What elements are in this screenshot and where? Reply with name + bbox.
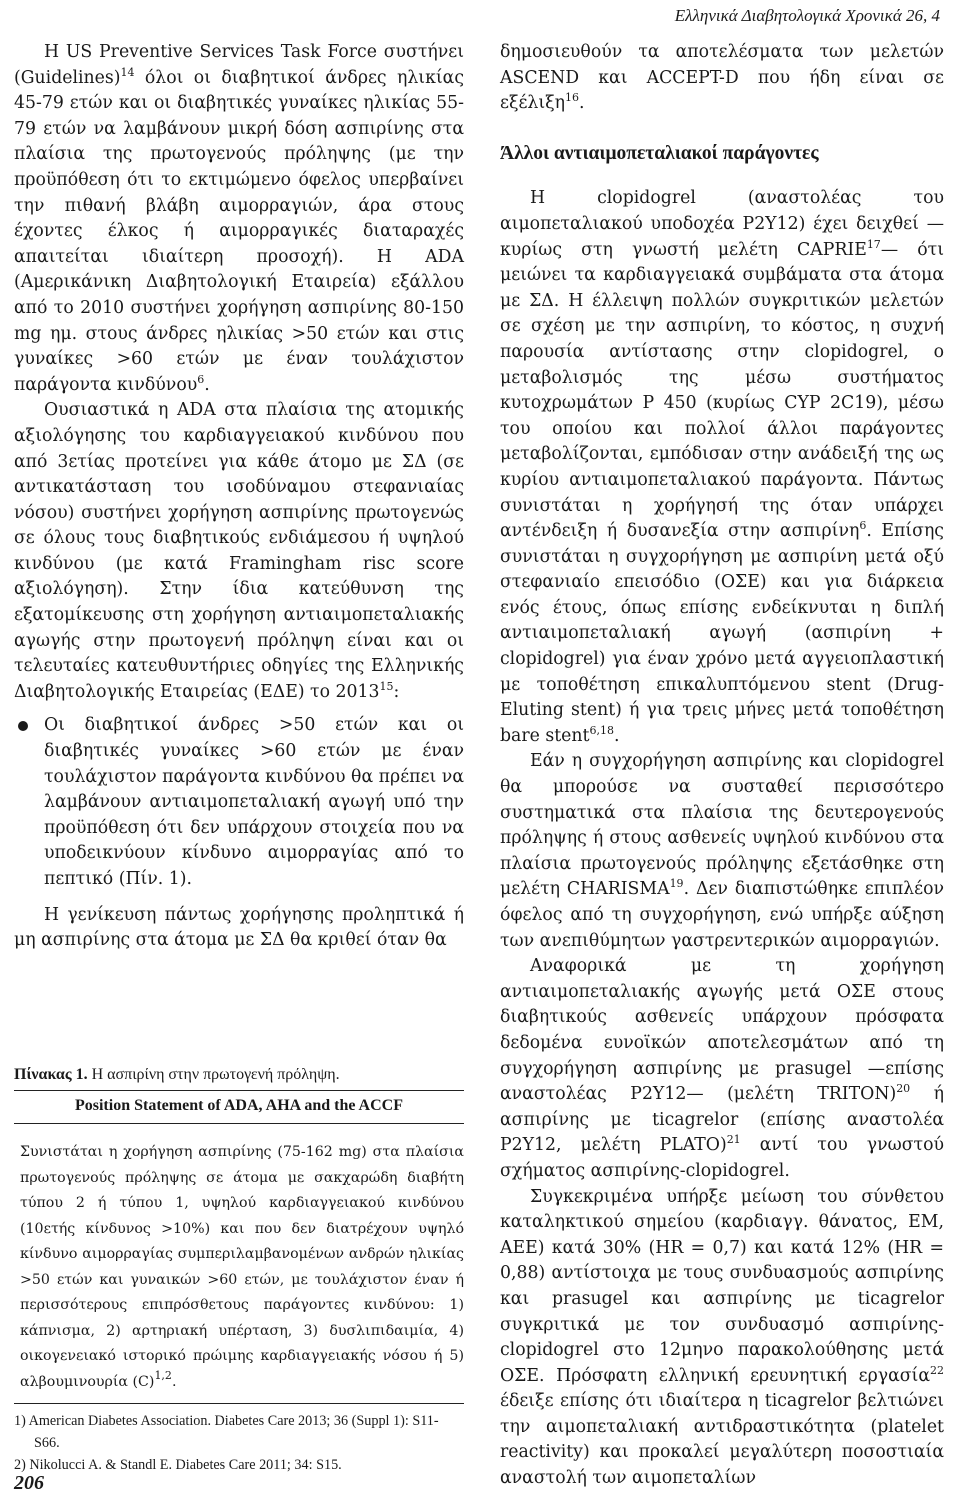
bullet-item: Οι διαβητικοί άνδρες >50 ετών και οι διαβητικές γυναίκες >60 ετών με έναν τουλάχιστον παράγοντα κινδύνου θα πρέπει να λαμβάνουν αντιαιμοπεταλιακή αγωγή υπό την προϋπόθεση ότι δεν υπάρχουν στοιχεία που να υποδεικνύουν κίνδυνο αιμορραγίας από το πεπτικό (Πίν. 1). — [14, 713, 464, 892]
paragraph: Η clopidogrel (αναστολέας του αιμοπεταλιακού υποδοχέα P2Y12) έχει δειχθεί —κυρίως στη γνωστή μελέτη CAPRIE$^{17}$— ότι μειώνει τα καρδιαγγειακά συμβάματα στα άτομα με ΣΔ. Η έλλειψη πολλών συγκριτικών μελετών σε σχέση με την ασπιρίνη, το κόστος, η συχνή παρουσία αντίστασης στην clopidogrel, ο μεταβολισμός της μέσω συστήματος κυτοχρωμάτων P 450 (κυρίως CYP 2C19), μέσω του οποίου και πολλοί άλλοι παράγοντες μεταβολίζονται, εμπόδισαν στην ανάδειξή της ως κυρίου αντιαιμοπεταλιακού παράγοντα. Πάντως συνιστάται η χορήγησή της όταν υπάρχει αντένδειξη ή δυσανεξία στην ασπιρίνη$^6$. Επίσης συνιστάται η συγχορήγηση με ασπιρίνη μετά οξύ στεφανιαίο επεισόδιο (ΟΣΕ) και για διάρκεια ενός έτους, όπως επίσης ενδείκνυται η διπλή αντιαιμοπεταλιακή αγωγή (ασπιρίνη + clopidogrel) για έναν χρόνο μετά αγγειοπλαστική με τοποθέτηση επικαλυπτόμενου stent (Drug-Eluting stent) ή για τρεις μήνες μετά τοποθέτηση bare stent$^{6,18}$. — [500, 188, 944, 746]
citation: 15 — [379, 679, 394, 693]
citation: 6 — [197, 372, 205, 386]
section-heading: Άλλοι αντιαιμοπεταλιακοί παράγοντες — [500, 142, 819, 164]
citation: 1,2 — [154, 1368, 172, 1382]
table-note: 2) Nikolucci A. & Standl E. Diabetes Care 2011; 34: S15. — [14, 1457, 342, 1473]
citation: 14 — [120, 65, 135, 79]
table-caption: Πίνακας 1. Η ασπιρίνη στην πρωτογενή πρόληψη. — [14, 1066, 340, 1083]
table-1 — [14, 1066, 464, 1476]
citation: 17 — [866, 237, 881, 251]
paragraph: δημοσιευθούν τα αποτελέσματα των μελετών ASCEND και ACCEPT-D που ήδη είναι σε εξέλιξη$^{16}$. — [500, 42, 944, 114]
citation: 21 — [726, 1133, 741, 1147]
table-note: 1) American Diabetes Association. Diabetes Care 2013; 36 (Suppl 1): S11-S66. — [14, 1413, 439, 1451]
table-header: Position Statement of ADA, AHA and the ACCF — [14, 1090, 464, 1124]
right-column — [500, 40, 944, 1492]
paragraph: Εάν η συγχορήγηση ασπιρίνης και clopidogrel θα μπορούσε να συσταθεί περισσότερο συστηματικά στα πλαίσια της δευτερογενούς πρόληψης ή στους ασθενείς υψηλού κινδύνου στα πλαίσια πρωτογενούς πρόληψης εξετάσθηκε στη μελέτη CHARISMA$^{19}$. Δεν διαπιστώθηκε επιπλέον όφελος από τη συγχορήγηση, ενώ υπήρξε αύξηση των ανεπιθύμητων γαστρεντερικών αιμορραγιών. — [500, 751, 944, 951]
table-body: Συνιστάται η χορήγηση ασπιρίνης (75-162 mg) στα πλαίσια πρωτογενούς πρόληψης σε άτομα με σακχαρώδη διαβήτη τύπου 2 ή τύπου 1, υψηλού καρδιαγγειακού κινδύνου (10ετής κίνδυνος >10%) και που δεν διατρέχουν υψηλό κίνδυνο αιμορραγίας συμπεριλαμβανομένων ανδρών ηλικίας >50 ετών και γυναικών >60 ετών, με τουλάχιστον έναν ή περισσότερους επιπρόσθετους παράγοντες κινδύνου: 1) κάπνισμα, 2) αρτηριακή υπέρταση, 3) δυσλιπιδαιμία, 4) οικογενειακό ιστορικό πρώιμης καρδιαγγειακής νόσου ή 5) αλβουμινουρία $(C)^{1,2}$. — [14, 1124, 464, 1404]
citation: 19 — [669, 877, 684, 891]
citation: 20 — [896, 1082, 911, 1096]
citation: 6 — [859, 519, 867, 533]
paragraph: Η US Preventive Services Task Force συστήνει (Guidelines)$^{14}$ όλοι οι διαβητικοί άνδρες ηλικίας 45-79 ετών και οι διαβητικές γυναίκες ηλικίας 55-79 ετών να λαμβάνουν μικρή δόση ασπιρίνης στα πλαίσια της πρωτογενούς πρόληψης (με την προϋπόθεση ότι το εκτιμώμενο όφελος υπερβαίνει την πιθανή βλάβη αιμορραγιών, άρα στους έχοντες έλκος ή αιμορραγικές διαταραχές απαιτείται ιδιαίτερη προσοχή). Η ADA (Αμερικάνικη Διαβητολογική Εταιρεία) εξάλλου από το 2010 συστήνει χορήγηση ασπιρίνης 80-150 mg ημ. στους άνδρες ηλικίας >50 ετών και στις γυναίκες >60 ετών με έναν τουλάχιστον παράγοντα κινδύνου$^6$. — [14, 42, 464, 395]
paragraph: Ουσιαστικά η ADA στα πλαίσια της ατομικής αξιολόγησης του καρδιαγγειακού κινδύνου που από 3ετίας προτείνει για κάθε άτομο με ΣΔ (σε αντικατάσταση του ισοδύναμου στεφανιαίας νόσου) συστήνει χορήγηση ασπιρίνης πρωτογενώς σε όλους τους διαβητικούς ενδιάμεσου ή υψηλού κινδύνου (με κατά Framingham risc score αξιολόγηση). Στην ίδια κατεύθυνση της εξατομίκευσης στη χορήγηση αντιαιμοπεταλιακής αγωγής στην πρωτογενή πρόληψη είναι και οι τελευταίες κατευθυντήριες οδηγίες της Ελληνικής Διαβητολογικής Εταιρείας (ΕΔΕ) το 2013$^{15}$: — [14, 400, 464, 702]
bullet-list — [14, 713, 464, 892]
paragraph: Συγκεκριμένα υπήρξε μείωση του σύνθετου καταληκτικού σημείου (καρδιαγγ. θάνατος, ΕΜ, ΑΕΕ) κατά 30% (HR = 0,7) και κατά 12% (HR = 0,88) αντίστοιχα με τους συνδυασμούς ασπιρίνης και prasugel και ασπιρίνης με ticagrelor συγκριτικά με τον συνδυασμό ασπιρίνης-clopidogrel στο 12μηνο παρακολούθησης μετά ΟΣΕ. Πρόσφατη ελληνική ερευνητική εργασία$^{22}$ έδειξε επίσης ότι ιδιαίτερα η ticagrelor βελτιώνει την αιμοπεταλιακή αντιδραστικότητα (platelet reactivity) και προκαλεί μεγαλύτερη ποσοστιαία αναστολή των αιμοπεταλίων — [500, 1186, 944, 1489]
running-title: Ελληνικά Διαβητολογικά Χρονικά 26, 4 — [674, 6, 940, 25]
citation: 22 — [930, 1363, 944, 1377]
page-number: 206 — [14, 1472, 44, 1494]
paragraph: Η γενίκευση πάντως χορήγησης προληπτικά ή μη ασπιρίνης στα άτομα με ΣΔ θα κριθεί όταν θα — [14, 904, 464, 951]
citation: 16 — [565, 91, 580, 105]
table-notes — [14, 1404, 464, 1476]
citation: 6,18 — [589, 723, 614, 737]
paragraph: Αναφορικά με τη χορήγηση αντιαιμοπεταλιακής αγωγής μετά ΟΣΕ στους διαβητικούς ασθενείς υπάρχουν πρόσφατα δεδομένα ευνοϊκών αποτελεσμάτων από τη συγχορήγηση ασπιρίνης με prasugel —επίσης αναστολέας P2Y12— (μελέτη TRITON)$^{20}$ ή ασπιρίνης με ticagrelor (επίσης αναστολέα P2Y12, μελέτη PLATO)$^{21}$ αντί του γνωστού σχήματος ασπιρίνης-clopidogrel. — [500, 956, 944, 1181]
left-column — [14, 40, 464, 954]
